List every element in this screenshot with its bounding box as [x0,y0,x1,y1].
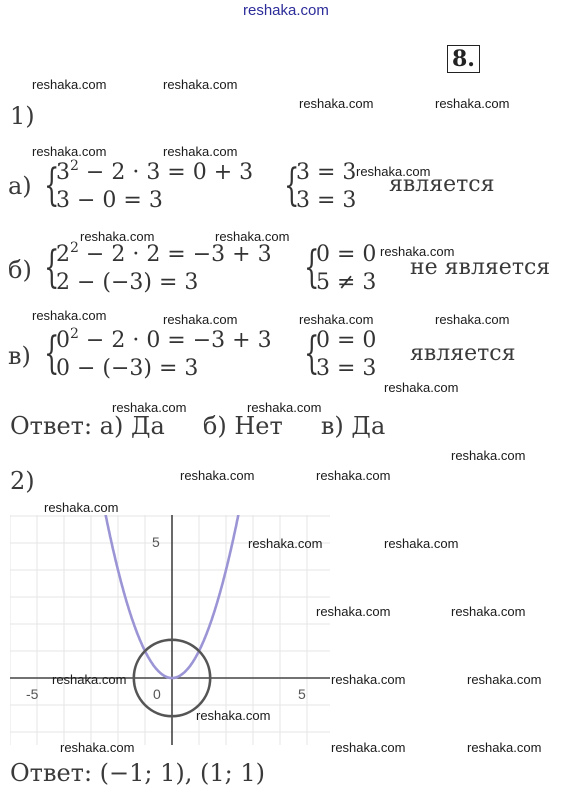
tick-label-x5: 5 [298,686,306,702]
watermark: reshaka.com [196,708,271,723]
watermark: reshaka.com [384,380,459,395]
watermark: reshaka.com [248,536,323,551]
watermark: reshaka.com [451,604,526,619]
task-number-badge: 8. [447,45,480,73]
watermark: reshaka.com [163,312,238,327]
verdict-b: не является [410,255,551,280]
equation-line: 5 ≠ 3 [316,270,377,295]
equation-line: 3 − 0 = 3 [56,188,163,213]
system-c-simplified [304,328,384,384]
watermark: reshaka.com [32,77,107,92]
brace-icon: { [44,242,60,293]
equation-line: 3 = 3 [296,188,357,213]
equation-line: $3^2 - 2 \cdot 3 = 0 + 3$ [56,158,254,185]
watermark: reshaka.com [435,96,510,111]
watermark: reshaka.com [52,672,127,687]
tick-label-x-minus5: -5 [26,686,39,702]
equation-line: 0 = 0 [316,328,377,353]
system-b-simplified [304,242,384,298]
equation-line: 3 = 3 [316,356,377,381]
tick-label-y5: 5 [152,534,160,550]
watermark: reshaka.com [316,604,391,619]
watermark: reshaka.com [435,312,510,327]
system-a-original [44,160,274,216]
brace-icon: { [304,242,320,293]
brace-icon: { [44,328,60,379]
watermark: reshaka.com [299,96,374,111]
system-c-original [44,328,294,384]
watermark: reshaka.com [32,308,107,323]
watermark: reshaka.com [44,500,119,515]
watermark: reshaka.com [467,672,542,687]
brace-icon: { [304,328,320,379]
verdict-a: является [389,172,495,197]
watermark: reshaka.com [384,536,459,551]
watermark: reshaka.com [32,144,107,159]
verdict-c: является [410,341,516,366]
watermark: reshaka.com [112,400,187,415]
watermark: reshaka.com [247,400,322,415]
watermark: reshaka.com [331,740,406,755]
watermark: reshaka.com [60,740,135,755]
brace-icon: { [284,160,300,211]
equation-line: $0^2 - 2 \cdot 0 = -3 + 3$ [56,326,272,353]
item-a-label: а) [8,172,32,200]
brace-icon: { [44,160,60,211]
watermark: reshaka.com [316,468,391,483]
equation-line: 2 − (−3) = 3 [56,270,199,295]
watermark: reshaka.com [80,229,155,244]
item-c-label: в) [8,342,31,370]
watermark: reshaka.com [356,164,431,179]
part2-label: 2) [10,467,35,495]
watermark: reshaka.com [380,244,455,259]
watermark: reshaka.com [163,77,238,92]
answer-part1: Ответ: а) Да б) Нет в) Да [10,412,386,440]
watermark: reshaka.com [215,229,290,244]
tick-label-x0: 0 [153,686,161,702]
equation-line: 0 = 0 [316,242,377,267]
watermark: reshaka.com [331,672,406,687]
answer-part2: Ответ: (−1; 1), (1; 1) [10,759,265,787]
system-a-simplified [284,160,364,216]
part1-label: 1) [10,102,35,130]
item-b-label: б) [8,256,32,284]
system-b-original [44,242,294,298]
watermark: reshaka.com [163,144,238,159]
watermark: reshaka.com [451,448,526,463]
watermark: reshaka.com [180,468,255,483]
equation-line: $2^2 - 2 \cdot 2 = -3 + 3$ [56,240,272,267]
watermark: reshaka.com [467,740,542,755]
equation-line: 3 = 3 [296,160,357,185]
watermark: reshaka.com [299,312,374,327]
equation-line: 0 − (−3) = 3 [56,356,199,381]
site-link[interactable]: reshaka.com [243,2,329,19]
